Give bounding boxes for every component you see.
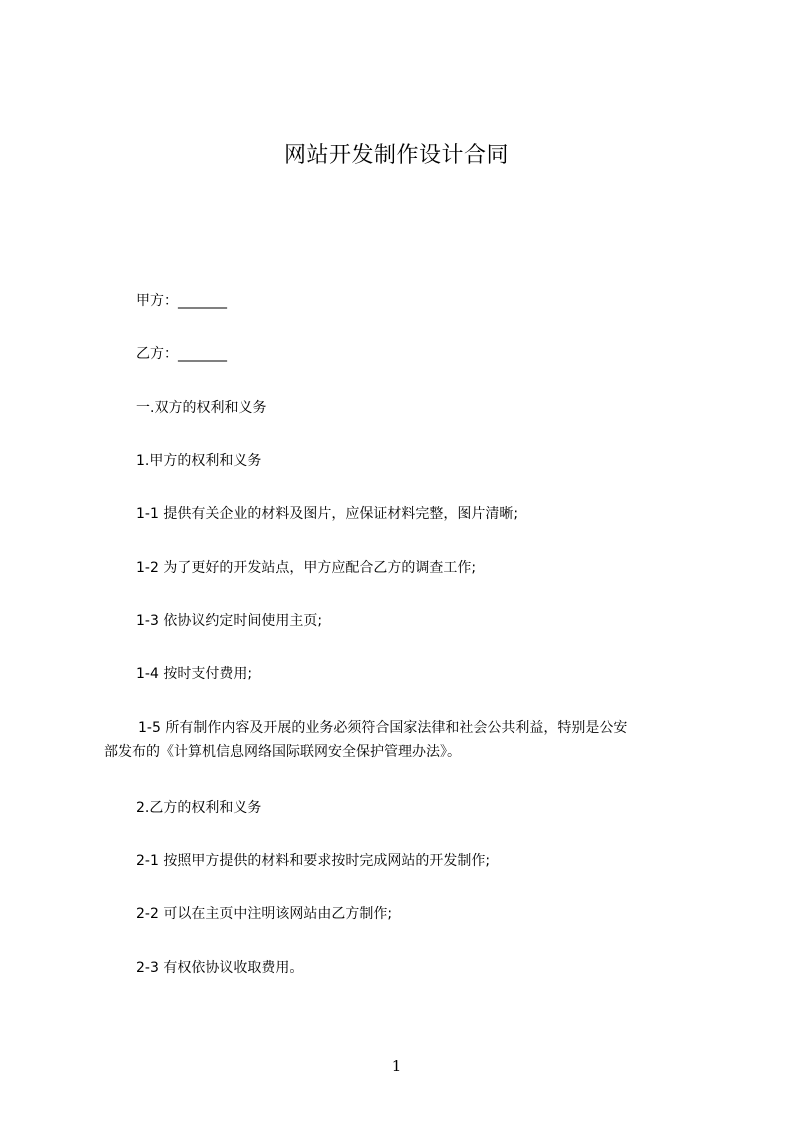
clause-1-5 — [104, 716, 704, 764]
clause-1-2: 1-2 为了更好的开发站点，甲方应配合乙方的调查工作; — [136, 560, 477, 576]
subsection-heading-party-b: 2.乙方的权利和义务 — [136, 800, 262, 816]
clause-1-1: 1-1 提供有关企业的材料及图片，应保证材料完整，图片清晰; — [136, 506, 519, 522]
clause-1-5-line-1: 1-5 所有制作内容及开展的业务必须符合国家法律和社会公共利益，特别是公安 — [138, 720, 628, 736]
party-b-line: 乙方：_______ — [136, 346, 227, 362]
clause-2-1: 2-1 按照甲方提供的材料和要求按时完成网站的开发制作; — [136, 853, 491, 869]
subsection-heading-party-a: 1.甲方的权利和义务 — [136, 453, 262, 469]
page-number: 1 — [391, 1057, 402, 1075]
clause-1-4: 1-4 按时支付费用; — [136, 666, 253, 682]
clause-1-3: 1-3 依协议约定时间使用主页; — [136, 613, 323, 629]
party-a-line: 甲方：_______ — [136, 293, 227, 309]
clause-2-3: 2-3 有权依协议收取费用。 — [136, 960, 304, 976]
clause-1-5-line-2: 部发布的《计算机信息网络国际联网安全保护管理办法》。 — [104, 744, 461, 760]
section-heading-rights-obligations: 一.双方的权利和义务 — [136, 400, 267, 416]
document-title: 网站开发制作设计合同 — [283, 143, 509, 168]
clause-2-2: 2-2 可以在主页中注明该网站由乙方制作; — [136, 906, 393, 922]
